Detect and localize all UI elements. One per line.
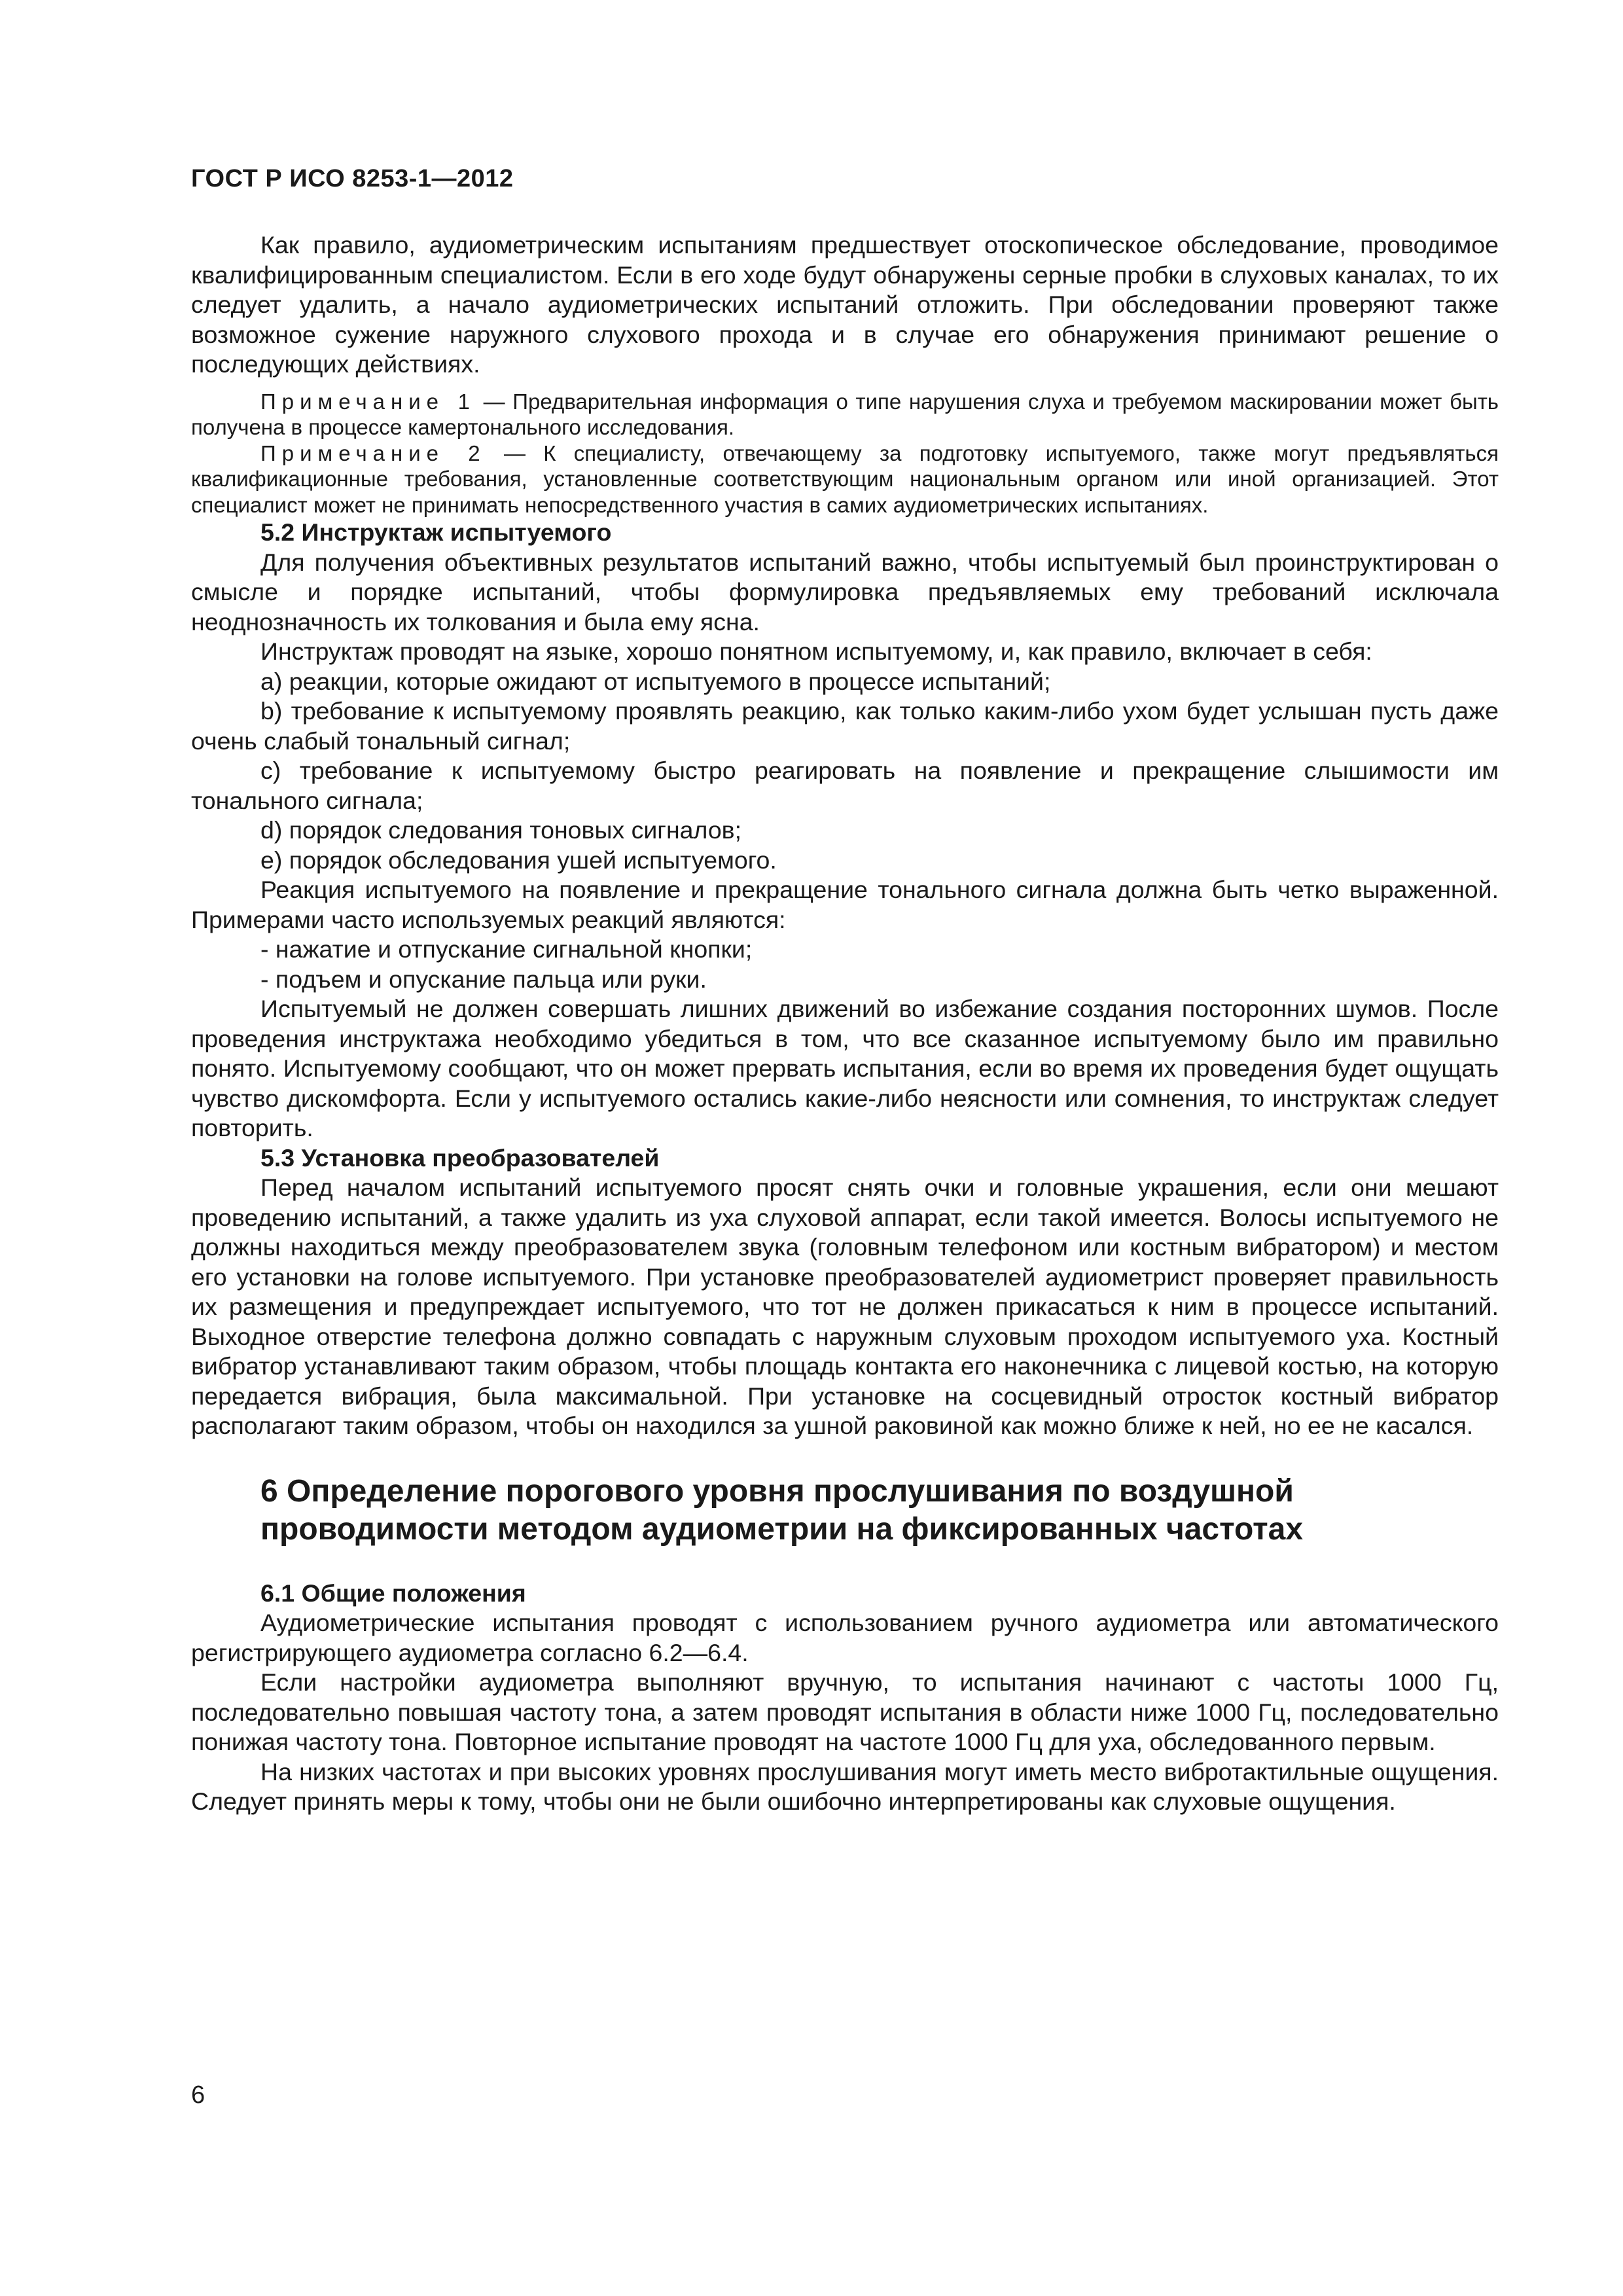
page-number: 6	[191, 2081, 205, 2109]
dash-item-1: - нажатие и отпускание сигнальной кнопки;	[260, 935, 753, 963]
list-item-c: c) требование к испытуемому быстро реагировать на появление и прекращение слышимости им тонального сигнала;	[191, 757, 1499, 814]
list-item-d: d) порядок следования тоновых сигналов;	[260, 816, 742, 844]
document-code-header: ГОСТ Р ИСО 8253-1—2012	[191, 165, 514, 192]
section-6-heading: 6 Определение порогового уровня прослушивания по воздушной проводимости методом аудиометрии на фиксированных частотах	[260, 1473, 1304, 1547]
note-1-text: — Предварительная информация о типе нарушения слуха и требуемом маскировании может быть получена в процессе камертонального исследования.	[191, 389, 1499, 439]
list-item-e: e) порядок обследования ушей испытуемого.	[260, 846, 777, 874]
note-2	[191, 440, 1499, 518]
section-5-3-paragraph-1: Перед началом испытаний испытуемого просят снять очки и головные украшения, если они мешают проведению испытаний, а также удалить из уха слуховой аппарат, если такой имеется. Волосы испытуемого не должны находиться между преобразователем звука (головным телефоном или костным вибратором) и местом его установки на голове испытуемого. При установке преобразователей аудиометрист проверяет правильность их размещения и предупреждает испытуемого, что тот не должен прикасаться к ним в процессе испытаний. Выходное отверстие телефона должно совпадать с наружным слуховым проходом испытуемого уха. Костный вибратор устанавливают таким образом, чтобы площадь контакта его наконечника с лицевой костью, на которую передается вибрация, была максимальной. При установке на сосцевидный отросток костный вибратор располагают таким образом, чтобы он находился за ушной раковиной как можно ближе к ней, но ее не касался.	[191, 1174, 1499, 1439]
section-5-3-heading: 5.3 Установка преобразователей	[260, 1143, 660, 1172]
section-6-1-heading: 6.1 Общие положения	[260, 1579, 526, 1607]
document-body	[191, 230, 1499, 1817]
intro-paragraph: Как правило, аудиометрическим испытаниям предшествует отоскопическое обследование, проводимое квалифицированным специалистом. Если в его ходе будут обнаружены серные пробки в слуховых каналах, то их следует удалить, а начало аудиометрических испытаний отложить. При обследовании проверяют также возможное сужение наружного слухового прохода и в случае его обнаружения принимают решение о последующих действиях.	[191, 231, 1499, 378]
note-1-label: Примечание 1	[260, 389, 476, 414]
dash-item-2: - подъем и опускание пальца или руки.	[260, 965, 707, 993]
section-6-1-paragraph-2: Если настройки аудиометра выполняют вручную, то испытания начинают с частоты 1000 Гц, последовательно повышая частоту тона, а затем проводят испытания в области ниже 1000 Гц, последовательно понижая частоту тона. Повторное испытание проводят на частоте 1000 Гц для уха, обследованного первым.	[191, 1668, 1499, 1755]
section-5-2-paragraph-3: Реакция испытуемого на появление и прекращение тонального сигнала должна быть четко выраженной. Примерами часто используемых реакций являются:	[191, 876, 1499, 933]
section-5-2-paragraph-4: Испытуемый не должен совершать лишних движений во избежание создания посторонних шумов. После проведения инструктажа необходимо убедиться в том, что все сказанное испытуемому было им правильно понято. Испытуемому сообщают, что он может прервать испытания, если во время их проведения будет ощущать чувство дискомфорта. Если у испытуемого остались какие-либо неясности или сомнения, то инструктаж следует повторить.	[191, 995, 1499, 1141]
note-2-text: — К специалисту, отвечающему за подготовку испытуемого, также могут предъявляться квалификационные требования, установленные соответствующим национальным органом или иной организацией. Этот специалист может не принимать непосредственного участия в самих аудиометрических испытаниях.	[191, 440, 1499, 517]
section-5-2-heading: 5.2 Инструктаж испытуемого	[260, 518, 612, 546]
section-5-2-paragraph-2: Инструктаж проводят на языке, хорошо понятном испытуемому, и, как правило, включает в себя:	[260, 637, 1372, 665]
list-item-a: a) реакции, которые ожидают от испытуемого в процессе испытаний;	[260, 667, 1051, 695]
note-1	[191, 389, 1499, 440]
list-item-b: b) требование к испытуемому проявлять реакцию, как только каким-либо ухом будет услышан пусть даже очень слабый тональный сигнал;	[191, 697, 1499, 755]
section-6-1-paragraph-1: Аудиометрические испытания проводят с использованием ручного аудиометра или автоматического регистрирующего аудиометра согласно 6.2—6.4.	[191, 1609, 1499, 1666]
section-6-1-paragraph-3: На низких частотах и при высоких уровнях прослушивания могут иметь место вибротактильные ощущения. Следует принять меры к тому, чтобы они не были ошибочно интерпретированы как слуховые ощущения.	[191, 1757, 1499, 1815]
note-2-label: Примечание 2	[260, 440, 486, 465]
section-5-2-paragraph-1: Для получения объективных результатов испытаний важно, чтобы испытуемый был проинструктирован о смысле и порядке испытаний, чтобы формулировка предъявляемых ему требований исключала неоднозначность их толкования и была ему ясна.	[191, 548, 1499, 636]
